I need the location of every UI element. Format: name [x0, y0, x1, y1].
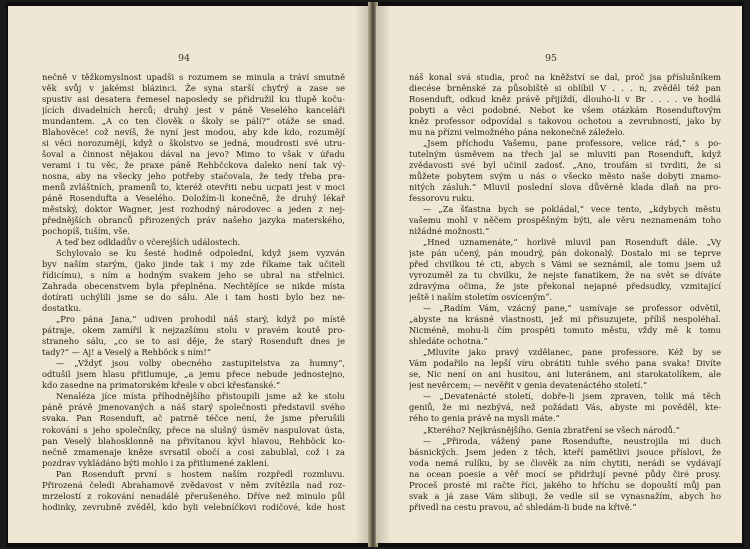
- text-line: mrzelostí z rokování nenadálé přerušeného. Dříve než minulo půl: [42, 490, 345, 501]
- text-line: spustiv asi desatera řemesel naposledy se přidružil ku tlupě koču-: [42, 94, 345, 105]
- text-line: jest nevěrcem; — nevěřit v genia devatenáctého století.“: [409, 380, 648, 391]
- text-line: A teď bez odkladův o včerejších událostech.: [56, 237, 241, 248]
- text-line: mundantem. „A co ten člověk o školy se pálí?“ otáže se snad.: [42, 116, 345, 127]
- text-line: pochopíš, tuším, vše.: [42, 226, 131, 237]
- text-line: na ocean poesie a věř mocí se přidržují pevné půdy čiré prosy.: [409, 468, 721, 479]
- text-line: — „Devatenácté století, dobře-li jsem zpraven, tolik má těch: [423, 391, 721, 402]
- text-line: věk svůj v jakémsi blázinci. Že syna starší chyťrý a zase se: [42, 83, 345, 94]
- text-line: Vám podařilo na lepší víru obrátiti tuhle svého pana svaka! Divíte: [409, 358, 721, 369]
- text-line: verami i tu věc, že praxe páně Rehbčckova daleko není tak vý-: [42, 160, 345, 171]
- text-line: Rosenduft, odkud kněz právě přijíždí, dlouho-li v Br . . . . ve hodlá: [409, 94, 721, 105]
- text-line: páně Rosenduftа a Veselého. Doložím-li konečně, že druhý lékař: [42, 193, 345, 204]
- text-line: jste pán učený, pán moudrý, pán dokonalý. Dostalo mi se teprve: [409, 248, 721, 259]
- text-line: geniů, že mi nezbývá, než požádati Vás, abyste mi pověděl, kte-: [409, 402, 721, 413]
- text-line: Blahověce! což nevíš, že nyní jest modou, aby kde kdo, rozumějí: [42, 127, 345, 138]
- text-line: Zahrada obecenstvem byla přeplněna. Nechtějíce se nikde místa: [42, 281, 345, 292]
- text-line: rého to genia právě na mysli máte.“: [409, 413, 560, 424]
- text-line: „Mluvíte jako pravý vzdělanec, pane professore. Kéž by se: [423, 347, 721, 358]
- text-line: pozdrav vykládáno býti mohlo i za přitlumené zaklení.: [42, 457, 270, 468]
- text-line: náš konal svá studia, proč na kněžství se dal, proč jsa příslušníkem: [409, 72, 721, 82]
- text-line: tady?“ — Aj! a Veselý a Rehböck s ním!“: [42, 347, 211, 358]
- text-line: tutelným úsměvem na třech jal se mluviti pan Rosenduft, když: [409, 149, 721, 160]
- text-line: straneho sálu, „co se to asi děje, že starý Rosenduft dnes je: [42, 336, 345, 347]
- page-number-left: 94: [178, 53, 191, 64]
- text-line: řídicímu), s ním a hodným svakem jeho se ubral na střelnici.: [42, 270, 345, 281]
- text-line: mu na přízni velmožného pána nekonečně záleželo.: [409, 127, 625, 138]
- text-line: — „Za šťastna bych se pokládal,“ vece tento, „kdybych městu: [423, 204, 721, 215]
- text-line: svak a já zase Vám slibuji, že vedle sil se vynasnažím, abych ho: [409, 490, 721, 501]
- text-line: vyrozuměl za tu chvilku, že nejste fanatikem, že na svět se díváte: [409, 270, 721, 281]
- right-page: [376, 6, 742, 543]
- text-line: kdo zasedne na primatorském křesle v obci křesťanské.“: [42, 380, 281, 391]
- text-line: voda nemá rulíku, by se člověk za ním chytiti, nerádi se vydávají: [409, 457, 721, 468]
- text-line: Schylovalo se ku šesté hodině odpolední, když jsem vyzván: [56, 248, 345, 259]
- text-line: pobyti a věci podobné. Nebot ke všem otázkám Rosenduftovým: [409, 105, 721, 116]
- text-line: rokování s jeho společníky, přece na slušný úsměv naspulovat ústa,: [42, 424, 345, 435]
- text-line: „Jsem příchodu Vašemu, pane professore, velice rád,“ s po-: [423, 138, 721, 149]
- text-line: se, Nic není on ani husitou, ani luteránem, ani starokatolíkem, ale: [409, 369, 721, 380]
- text-line: ještě i naším stoletím osvícenýmˮ.: [409, 292, 552, 303]
- text-line: — „Radím Vám, vzácný pane,“ usmívaje se professor odvětil,: [423, 303, 721, 314]
- text-line: básnických. Jsem jeden z těch, kteří pamětlivi jsouce příslovi, že: [409, 446, 721, 457]
- text-line: Nenaléza jíce místa příhodnějšího přistoupili jsme až ke stolu: [56, 391, 345, 402]
- text-line: před chvilkou té cti, abych s Vámi se seznámil, ale tomu jsem už: [409, 259, 721, 270]
- text-line: nižádné možnosti.“: [409, 226, 490, 237]
- text-line: nosna, aby na všecky jeho potřeby stačovala, že tedy třeba pra-: [42, 171, 345, 182]
- text-line: pan Veselý blahosklonně na přivítanou kývl hlavou, Rehböck ko-: [42, 435, 345, 446]
- text-line: jících divadelních herců; druhý jest v páně Veselého kanceláři: [42, 105, 345, 116]
- text-line: svaka. Pan Rosenduft, ač patrně téčce není, že jsme přerušili: [42, 413, 345, 424]
- text-line: přednějších obranců přirozených práv našeho jazyka materského,: [42, 215, 345, 226]
- text-line: zvědavosti své byl učinil zadosť. „Ano, troufám si tvrditi, že si: [409, 160, 721, 171]
- text-line: — „Vždyť jsou volby obecného zastupitelstva za humny“,: [56, 358, 345, 369]
- text-line: dotírati uchýlili jsme se do sálu. Ale i tam hosti bylo bez ne-: [42, 292, 345, 303]
- text-line: nečně zmamenaje kněze svrsatil obočí a cosi zabublal, což i za: [42, 446, 345, 457]
- left-page: [8, 6, 370, 543]
- text-line: „Kterého? Nejkrásnějšího. Genia zbratření se všech národů.“: [423, 424, 680, 435]
- page-shadow: [355, 6, 369, 543]
- text-line: Proceš prosté mi račte říci, jakého to hříchu se dopouští můj pan: [409, 479, 721, 490]
- text-line: fessorovu ruku.: [409, 193, 475, 204]
- text-line: městský, doktor Wagner, jest rozhodný národovec a jeden z nej-: [42, 204, 345, 215]
- text-line: odtušil jsem hlasu přitlumuje, „a jemu přece nebude jednostejno,: [42, 369, 345, 380]
- text-line: shledáte ochotna.“: [409, 336, 488, 347]
- text-line: páně právě jmenovaných a náš starý společnosti představil svého: [42, 402, 345, 413]
- text-line: menů zvláštních, pramenů to, kteréž otevřiti nebu ucpati jest v moci: [42, 182, 345, 193]
- text-line: „abyste na krásné vlastnosti, jež mi přisuzujete, příliš nespoléhal.: [409, 314, 721, 325]
- text-line: — „Přiroda, vážený pane Rosenduftе, neustrojila mi duch: [423, 435, 721, 446]
- text-line: vašemu mohl v něčem prospěšným býti, ale věru neznamenám toho: [409, 215, 721, 226]
- text-line: nečně v těžkomyslnost upadši s rozumem se minula a tráví smutně: [42, 72, 345, 82]
- text-line: zdravýma očima, že jste překonal nejapné předsudky, vzmitající: [409, 281, 721, 292]
- left-page-text: [42, 72, 345, 513]
- text-line: šoval a činnost nějakou dával na jevo? Mimo to však v úřadu: [42, 149, 345, 160]
- text-line: nitých zásluh.“ Mluvil poslední slova důvěrně klada dlaň na pro-: [409, 182, 721, 193]
- text-line: dostatku.: [42, 303, 82, 314]
- text-line: Nicméně, mohu-li čím prospěti tomuto městu, vždy mě k tomu: [409, 325, 721, 336]
- text-line: diecése brněnské za působiště si oblíbil V . . . n, zvěděl též pan: [409, 83, 721, 94]
- text-line: kněz professor odpovídal s takovou ochotou a zevrubností, jako by: [409, 116, 721, 127]
- text-line: byv naším starým, (jako jinde tak i my zde říkame tak učiteli: [42, 259, 345, 270]
- text-line: Pan Rosenduft první s hostem naším rozpředl rozmluvu.: [56, 468, 345, 479]
- text-line: hodinky, zevrubně zvěděl, kdo byli velebníčkovi rodičové, kde host: [42, 501, 345, 512]
- page-number-right: 95: [545, 53, 558, 64]
- text-line: „Pro pána Jana,“ udiven prohodil náš starý, když po místě: [56, 314, 345, 325]
- text-line: můžete pobytem svým u nás o všecko město naše dobyti znamo-: [409, 171, 721, 182]
- text-line: „Hned uznamenáte,“ horlivě mluvil pan Rosenduft dále. „Vy: [423, 237, 721, 248]
- text-line: pátraje, okem zamířil k nejzazšímu stolu v pravém koutě pro-: [42, 325, 345, 336]
- text-line: Přirozená čeledi Abrahamově zvědavost v něm zvítězila nad roz-: [42, 479, 345, 490]
- book-spread: [6, 2, 744, 547]
- text-line: si věci norozumějí, když o školstvo se jedná, moudrosti své utru-: [42, 138, 345, 149]
- right-page-text: [409, 72, 721, 513]
- page-shadow: [377, 6, 391, 543]
- text-line: přivedl na cestu pravou, ač shledám-li bude na křivě.“: [409, 501, 637, 512]
